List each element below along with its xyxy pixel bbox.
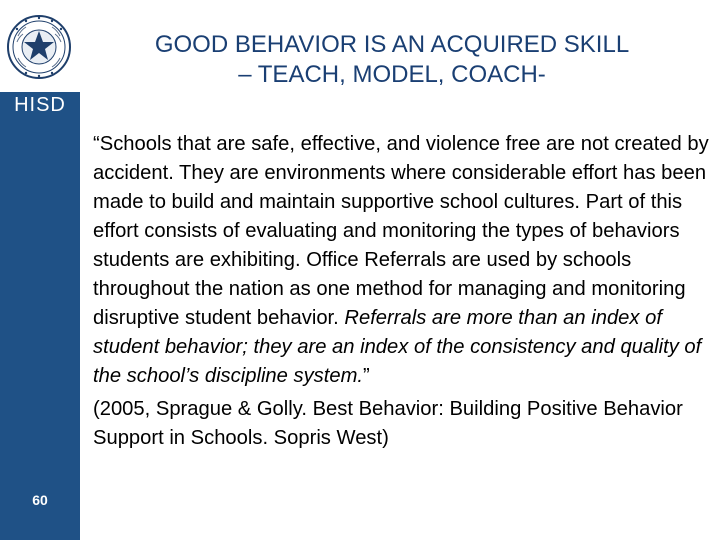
quote-close: ”: [363, 365, 370, 387]
title-line-2: – TEACH, MODEL, COACH-: [238, 61, 546, 88]
title-line-1: GOOD BEHAVIOR IS AN ACQUIRED SKILL: [154, 31, 630, 58]
district-seal-icon: [4, 6, 74, 88]
citation: (2005, Sprague & Golly. Best Behavior: Building Positive Behavior Support in Schools. Sopris West): [93, 398, 683, 449]
logo-box: [0, 0, 80, 92]
quote-text: “Schools that are safe, effective, and violence free are not created by accident. They are environments where considerable effort has been made to build and maintain supportive school cultures. Part of this effort consists of evaluating and monitoring the types of behaviors students are exhibiting. Office Referrals are used by schools throughout the nation as one method for managing and monitoring disruptive student behavior.: [93, 133, 709, 329]
slide-body: [93, 130, 715, 453]
quote-emphasis: Referrals are more than an index of student behavior; they are an index of the consistency and quality of the school’s discipline system.: [93, 307, 702, 387]
org-name: HISD: [14, 94, 66, 116]
sidebar: [0, 0, 80, 540]
quote: [93, 130, 715, 391]
slide-title: [92, 30, 692, 90]
page-number: 60: [32, 492, 48, 508]
